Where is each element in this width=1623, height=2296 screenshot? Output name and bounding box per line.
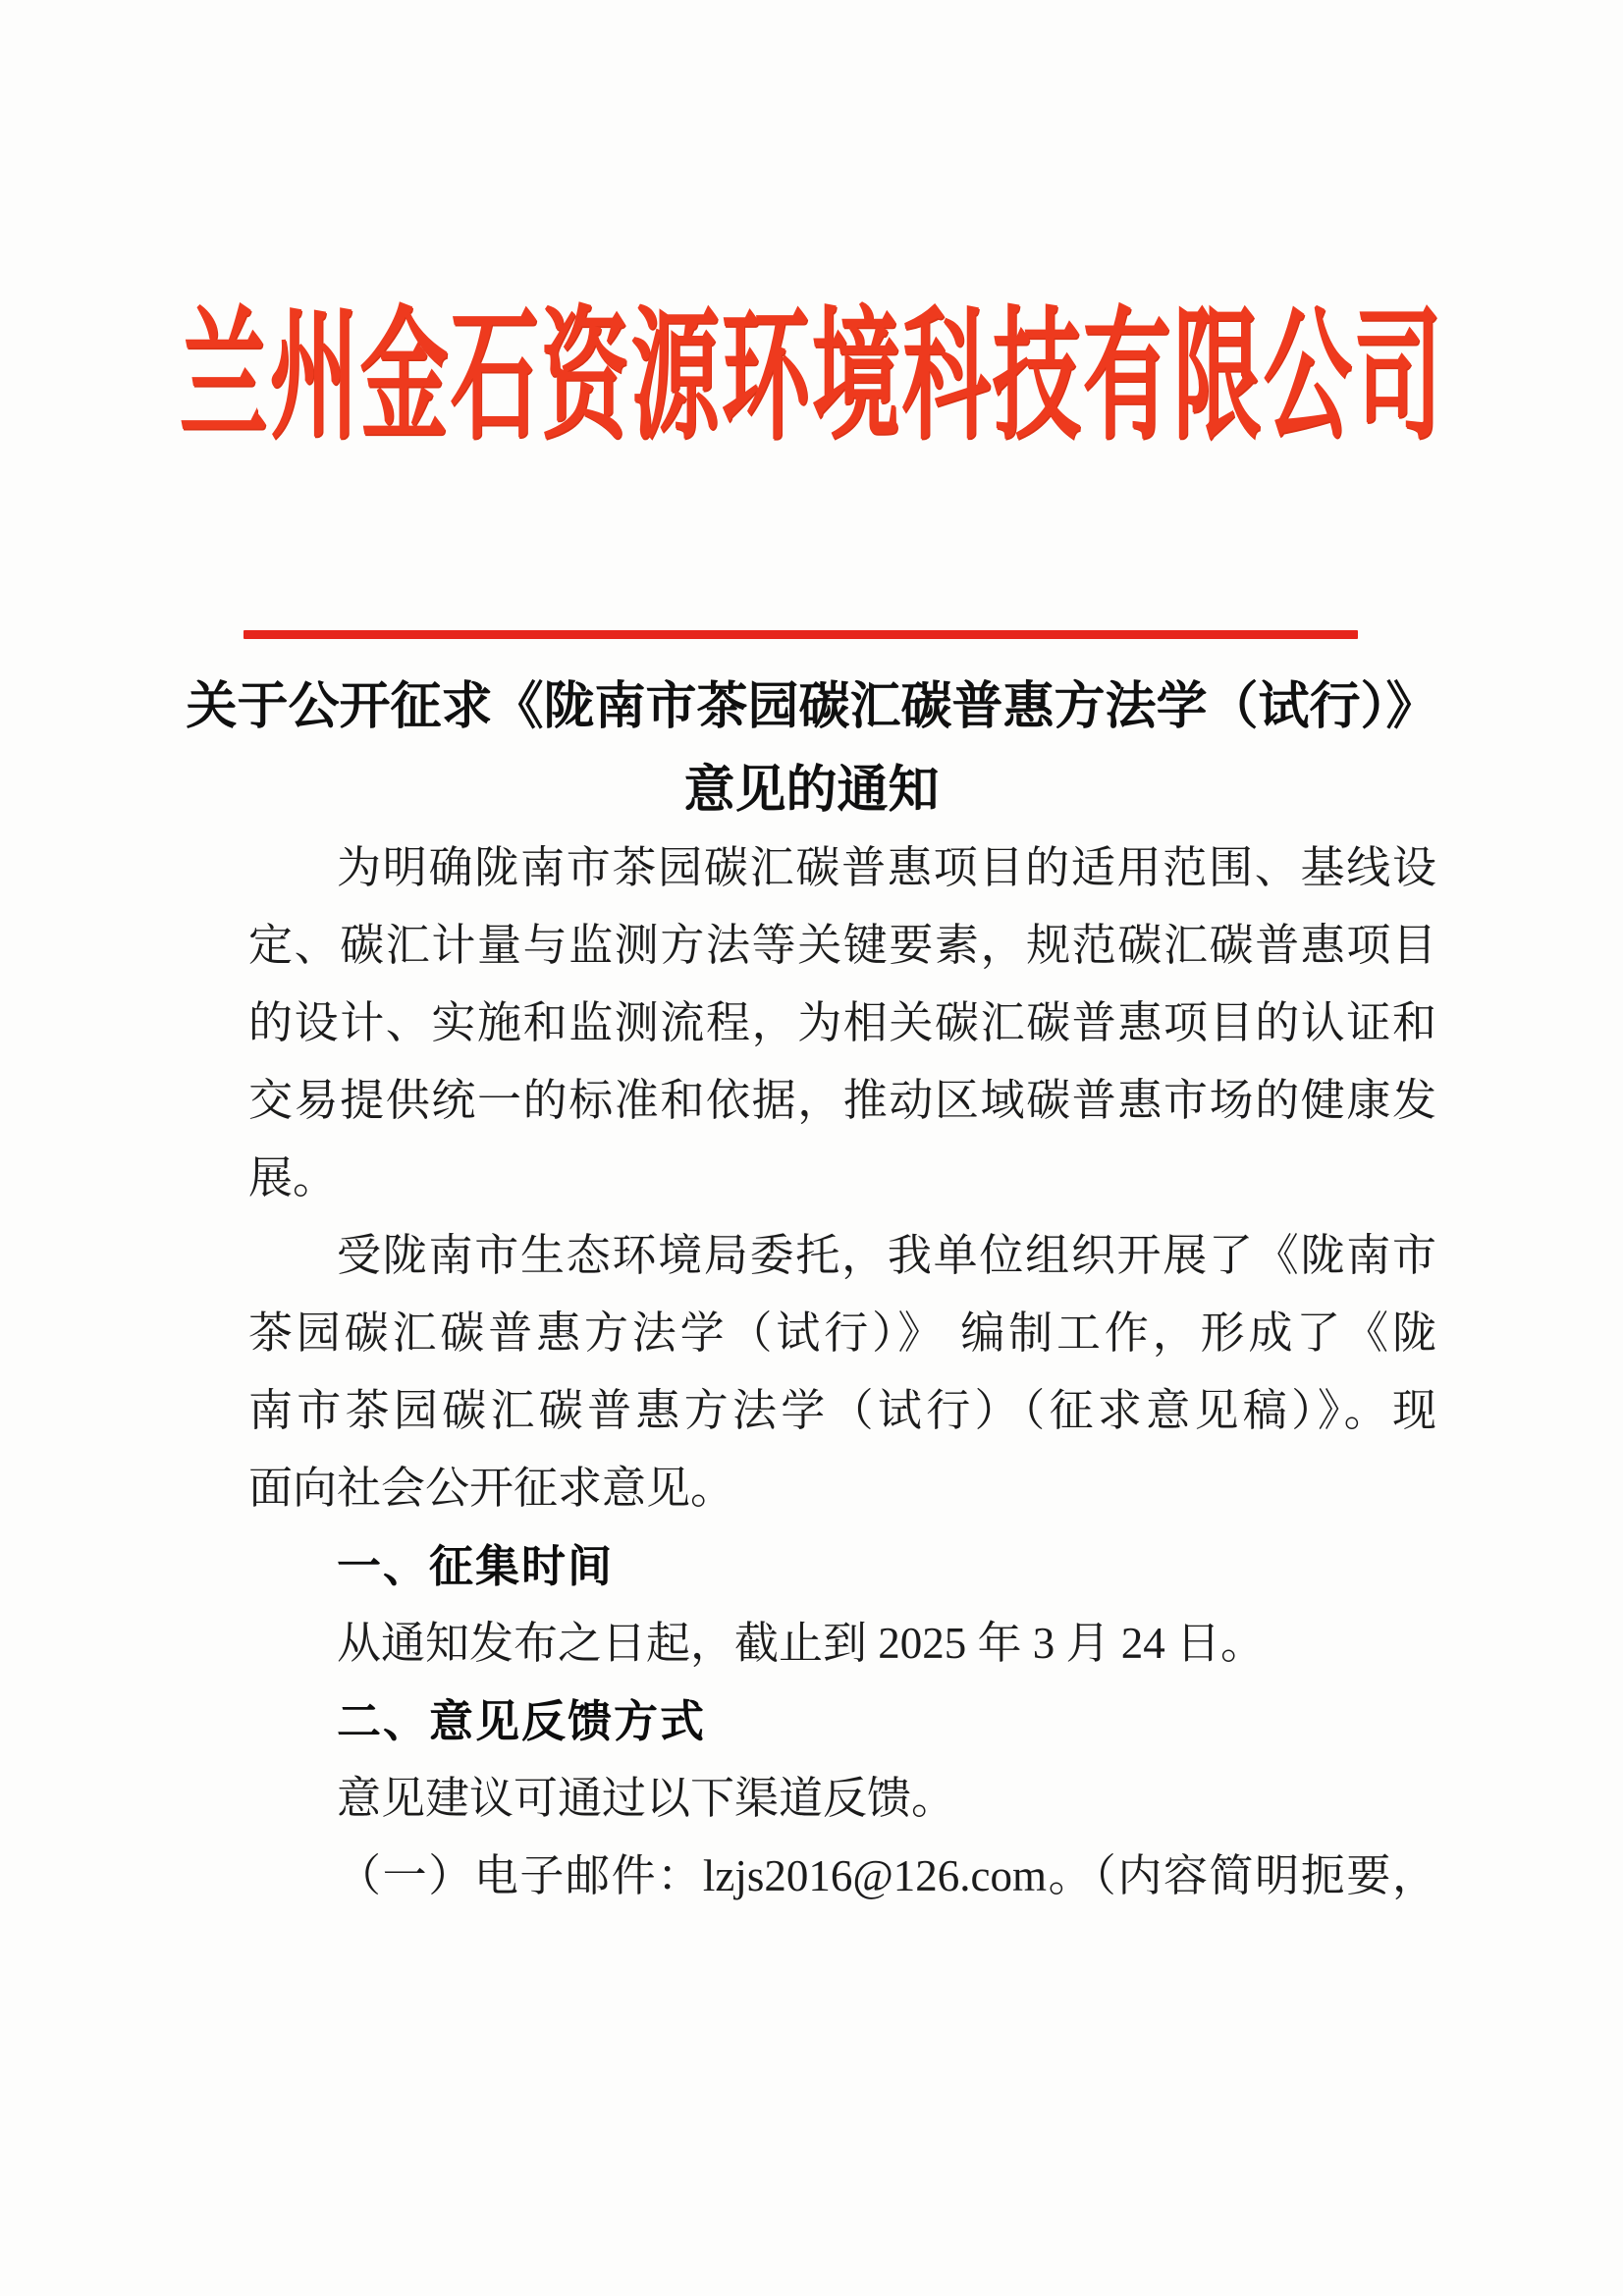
body-line: 的设计、实施和监测流程，为相关碳汇碳普惠项目的认证和 (248, 998, 1436, 1047)
body-line: 交易提供统一的标准和依据，推动区域碳普惠市场的健康发 (248, 1076, 1436, 1125)
body-line: 茶园碳汇碳普惠方法学（试行）》 编制工作，形成了《陇 (248, 1308, 1436, 1358)
company-name: 兰州金石资源环境科技有限公司 (179, 299, 1444, 457)
body-line-email: （一）电子邮件：lzjs2016@126.com。（内容简明扼要， (337, 1851, 1436, 1900)
body-line: 受陇南市生态环境局委托，我单位组织开展了《陇南市 (337, 1231, 1436, 1280)
body-line: 意见建议可通过以下渠道反馈。 (337, 1774, 956, 1823)
notice-body (248, 829, 1436, 1915)
section-heading-collection-time: 一、征集时间 (337, 1541, 615, 1591)
body-line: 定、碳汇计量与监测方法等关键要素，规范碳汇碳普惠项目 (248, 921, 1436, 970)
letterhead (0, 280, 1623, 457)
notice-title-line1: 关于公开征求《陇南市茶园碳汇碳普惠方法学（试行）》 (186, 679, 1437, 735)
body-line-deadline: 从通知发布之日起，截止到 2025 年 3 月 24 日。 (337, 1619, 1266, 1668)
notice-title (0, 666, 1623, 832)
body-line: 南市茶园碳汇碳普惠方法学（试行）（征求意见稿）》。现 (248, 1386, 1436, 1435)
letterhead-divider (243, 630, 1358, 639)
body-line: 为明确陇南市茶园碳汇碳普惠项目的适用范围、基线设 (337, 843, 1436, 892)
section-heading-feedback-method: 二、意见反馈方式 (337, 1696, 707, 1746)
body-line: 展。 (248, 1153, 338, 1202)
notice-title-line2: 意见的通知 (683, 763, 940, 819)
body-line: 面向社会公开征求意见。 (248, 1464, 735, 1513)
